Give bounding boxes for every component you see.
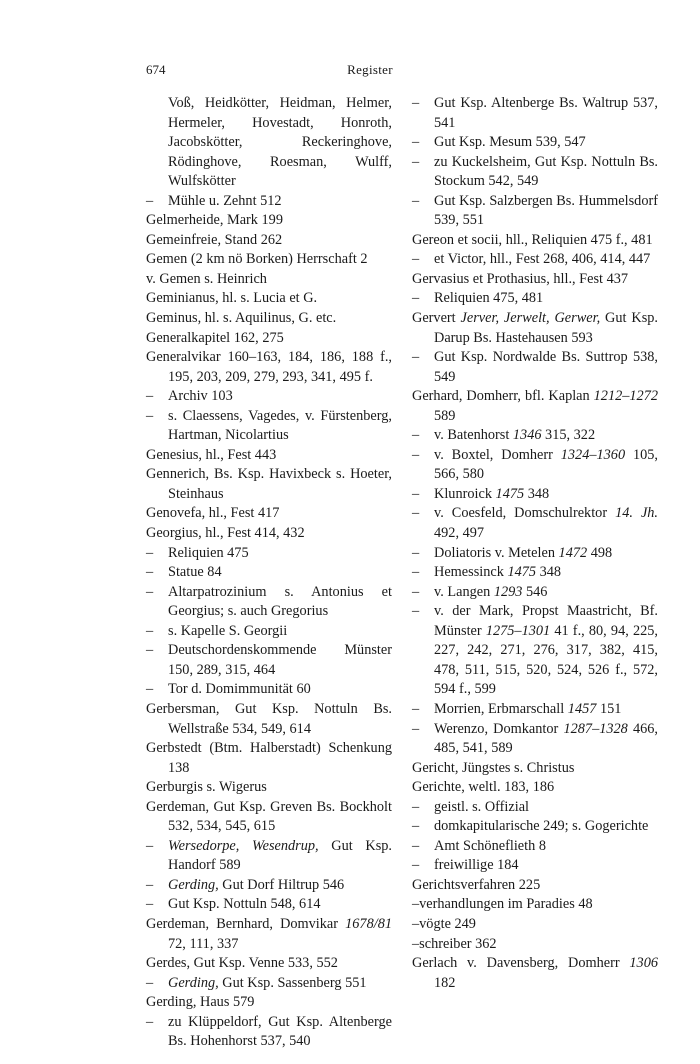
entry-text: Gerdeman, Bernhard, Domvikar 1678/81 72, 111, 337 [146, 915, 392, 952]
entry-text: s. Kapelle S. Georgii [168, 622, 288, 639]
entry-dash: – [146, 192, 154, 209]
index-entry [146, 270, 392, 290]
index-entry [146, 192, 392, 212]
entry-text: Reliquien 475, 481 [434, 290, 544, 307]
entry-dash: – [412, 798, 420, 815]
index-entry [412, 94, 658, 133]
index-entry [146, 641, 392, 680]
entry-text: Statue 84 [168, 564, 222, 581]
page-number: 674 [146, 62, 166, 77]
index-entry [146, 993, 392, 1013]
entry-text: v. Coesfeld, Domschulrektor 14. Jh. 492, 497 [434, 505, 659, 542]
entry-text: Reliquien 475 [168, 544, 249, 561]
index-entry [412, 583, 658, 603]
index-entry [412, 935, 658, 955]
index-entry [412, 817, 658, 837]
entry-dash: – [412, 427, 420, 444]
entry-dash: – [412, 251, 420, 268]
entry-text: Gennerich, Bs. Ksp. Havixbeck s. Hoeter, Steinhaus [146, 466, 392, 502]
entry-text: Gerlach v. Davensberg, Domherr 1306 182 [412, 955, 658, 991]
entry-text: Gereon et socii, hll., Reliquien 475 f., 481 [412, 231, 653, 248]
entry-text: Wersedorpe, Wesendrup, Gut Ksp. Handorf 589 [168, 837, 392, 874]
index-entry [412, 153, 658, 192]
index-entry [412, 192, 658, 231]
index-entry [412, 250, 658, 270]
entry-text: Gerbersman, Gut Ksp. Nottuln Bs. Wellstraße 534, 549, 614 [146, 700, 392, 737]
entry-dash: – [412, 837, 420, 854]
index-entry [412, 759, 658, 779]
index-entry [412, 915, 658, 935]
entry-text: v. Gemen s. Heinrich [146, 270, 267, 287]
entry-dash: – [412, 857, 420, 874]
entry-dash: – [146, 642, 154, 659]
index-entry [146, 622, 392, 642]
index-entry [412, 504, 658, 543]
entry-text: Gut Ksp. Nottuln 548, 614 [168, 896, 321, 913]
entry-text: Generalvikar 160–163, 184, 186, 188 f., 195, 203, 209, 279, 293, 341, 495 f. [146, 349, 392, 385]
entry-dash: – [412, 134, 420, 151]
entry-text: vögte 249 [419, 915, 476, 932]
entry-text: v. Batenhorst 1346 315, 322 [434, 427, 596, 444]
entry-text: Doliatoris v. Metelen 1472 498 [434, 544, 613, 561]
entry-text: Amt Schöneflieth 8 [434, 837, 546, 854]
entry-dash: – [146, 407, 154, 424]
entry-text: Gervert Jerver, Jerwelt, Gerwer, Gut Ksp. Darup Bs. Hastehausen 593 [412, 310, 658, 346]
entry-dash: – [146, 622, 154, 639]
entry-text: schreiber 362 [419, 935, 497, 952]
entry-text: v. Langen 1293 546 [434, 583, 548, 600]
entry-dash: – [412, 896, 420, 913]
entry-dash: – [412, 720, 420, 737]
entry-text: Gemeinfreie, Stand 262 [146, 231, 283, 248]
index-entry [412, 544, 658, 564]
entry-text: Generalkapitel 162, 275 [146, 329, 284, 346]
index-entry [412, 387, 658, 426]
entry-text: Tor d. Domimmunität 60 [168, 681, 311, 698]
entry-text: geistl. s. Offizial [434, 798, 530, 815]
index-column-right [412, 94, 658, 993]
running-title: Register [347, 62, 393, 77]
index-entry [412, 231, 658, 251]
entry-dash: – [146, 837, 154, 854]
entry-dash: – [412, 700, 420, 717]
index-entry [412, 778, 658, 798]
entry-text: Gemen (2 km nö Borken) Herrschaft 2 [146, 251, 368, 268]
entry-text: Gelmerheide, Mark 199 [146, 212, 283, 229]
entry-dash: – [412, 544, 420, 561]
index-entry [412, 876, 658, 896]
index-entry [412, 700, 658, 720]
entry-text: Altarpatrozinium s. Antonius et Georgius; s. auch Gregorius [168, 583, 392, 620]
index-entry [146, 289, 392, 309]
entry-dash: – [146, 564, 154, 581]
entry-text: v. Boxtel, Domherr 1324–1360 105, 566, 580 [434, 446, 658, 483]
index-entry [412, 289, 658, 309]
entry-dash: – [412, 603, 420, 620]
entry-text: freiwillige 184 [434, 857, 519, 874]
index-entry [412, 895, 658, 915]
index-entry [412, 309, 658, 348]
entry-dash: – [412, 818, 420, 835]
entry-text: Gerhard, Domherr, bfl. Kaplan 1212–1272 589 [412, 388, 658, 424]
entry-dash: – [146, 876, 154, 893]
index-entry [146, 465, 392, 504]
index-entry [412, 837, 658, 857]
entry-text: Georgius, hl., Fest 414, 432 [146, 525, 305, 542]
index-entry [146, 876, 392, 896]
entry-text: Gut Ksp. Nordwalde Bs. Suttrop 538, 549 [434, 349, 658, 385]
entry-dash: – [412, 290, 420, 307]
index-entry [146, 309, 392, 329]
entry-text: Gerbstedt (Btm. Halberstadt) Schenkung 138 [146, 740, 392, 776]
entry-dash: – [412, 192, 420, 209]
entry-text: Archiv 103 [168, 388, 233, 405]
entry-dash: – [412, 505, 420, 522]
entry-text: Genovefa, hl., Fest 417 [146, 505, 280, 522]
entry-dash: – [146, 681, 154, 698]
entry-text: Gerdeman, Gut Ksp. Greven Bs. Bockholt 532, 534, 545, 615 [146, 798, 392, 835]
entry-text: Genesius, hl., Fest 443 [146, 446, 277, 463]
entry-dash: – [412, 935, 420, 952]
entry-text: v. der Mark, Propst Maastricht, Bf. Münster 1275–1301 41 f., 80, 94, 225, 227, 242, 271, 276, 317, 382, 415, 478, 511, 515, 520, 524, 526 f., 572, 594 f., 599 [434, 603, 658, 698]
index-entry [412, 720, 658, 759]
index-entry [146, 837, 392, 876]
entry-dash: – [146, 388, 154, 405]
index-entry [146, 211, 392, 231]
entry-text: Klunroick 1475 348 [434, 485, 550, 502]
index-entry [412, 348, 658, 387]
index-entry [146, 504, 392, 524]
index-entry [146, 1013, 392, 1052]
index-entry [412, 798, 658, 818]
entry-text: Gerding, Gut Ksp. Sassenberg 551 [168, 974, 367, 991]
entry-text: Gerburgis s. Wigerus [146, 779, 267, 796]
index-entry [146, 954, 392, 974]
entry-dash: – [412, 583, 420, 600]
page-header [146, 62, 594, 84]
entry-text: Gut Ksp. Salzbergen Bs. Hummelsdorf 539, 551 [434, 192, 658, 229]
index-entry [146, 583, 392, 622]
entry-text: Gerdes, Gut Ksp. Venne 533, 552 [146, 955, 338, 972]
entry-text: Gerichte, weltl. 183, 186 [412, 779, 555, 796]
index-entry [146, 387, 392, 407]
entry-text: Deutschordenskommende Münster 150, 289, 315, 464 [168, 642, 392, 678]
entry-dash: – [412, 349, 420, 366]
index-entry [146, 348, 392, 387]
index-entry [412, 602, 658, 700]
index-column-left [146, 94, 392, 1052]
index-entry [146, 329, 392, 349]
index-entry [412, 426, 658, 446]
entry-text: Gerding, Haus 579 [146, 994, 255, 1011]
index-entry [146, 446, 392, 466]
index-entry [146, 915, 392, 954]
entry-dash: – [412, 446, 420, 463]
index-entry [146, 680, 392, 700]
entry-dash: – [146, 544, 154, 561]
index-entry [412, 563, 658, 583]
entry-text: Geminus, hl. s. Aquilinus, G. etc. [146, 310, 337, 327]
index-entry [412, 954, 658, 993]
entry-text: Gut Ksp. Mesum 539, 547 [434, 134, 586, 151]
index-entry [146, 778, 392, 798]
index-entry [146, 895, 392, 915]
index-entry [146, 974, 392, 994]
entry-text: zu Klüppeldorf, Gut Ksp. Altenberge Bs. Hohenhorst 537, 540 [168, 1013, 392, 1050]
entry-text: Werenzo, Domkantor 1287–1328 466, 485, 541, 589 [434, 720, 658, 757]
entry-text: Gerding, Gut Dorf Hiltrup 546 [168, 876, 345, 893]
entry-dash: – [146, 1013, 154, 1030]
entry-dash: – [412, 485, 420, 502]
entry-dash: – [146, 583, 154, 600]
entry-text: Voß, Heidkötter, Heidman, Helmer, Hermeler, Hovestadt, Honroth, Jacobskötter, Reckeringhove, Rödinghove, Roesman, Wulff, Wulfskötter [168, 95, 392, 190]
index-entry [412, 446, 658, 485]
index-entry [412, 133, 658, 153]
index-entry [146, 739, 392, 778]
index-entry [412, 856, 658, 876]
index-entry [146, 544, 392, 564]
entry-text: et Victor, hll., Fest 268, 406, 414, 447 [434, 251, 651, 268]
entry-dash: – [146, 896, 154, 913]
entry-text: Gut Ksp. Altenberge Bs. Waltrup 537, 541 [434, 95, 658, 131]
entry-dash: – [412, 915, 420, 932]
entry-text: zu Kuckelsheim, Gut Ksp. Nottuln Bs. Stockum 542, 549 [434, 153, 658, 190]
entry-text: Hemessinck 1475 348 [434, 564, 562, 581]
entry-text: verhandlungen im Paradies 48 [419, 896, 593, 913]
index-entry [146, 231, 392, 251]
entry-text: Gericht, Jüngstes s. Christus [412, 759, 575, 776]
index-entry [146, 798, 392, 837]
entry-text: Gervasius et Prothasius, hll., Fest 437 [412, 270, 629, 287]
entry-dash: – [146, 974, 154, 991]
entry-text: domkapitularische 249; s. Gogerichte [434, 818, 649, 835]
index-entry [146, 250, 392, 270]
entry-text: Gerichtsverfahren 225 [412, 876, 541, 893]
index-entry [412, 485, 658, 505]
index-entry [412, 270, 658, 290]
index-entry [146, 524, 392, 544]
entry-dash: – [412, 564, 420, 581]
entry-text: Geminianus, hl. s. Lucia et G. [146, 290, 318, 307]
index-entry [146, 563, 392, 583]
entry-text: s. Claessens, Vagedes, v. Fürstenberg, Hartman, Nicolartius [168, 407, 392, 444]
entry-text: Mühle u. Zehnt 512 [168, 192, 282, 209]
entry-dash: – [412, 95, 420, 111]
entry-dash: – [412, 153, 420, 170]
index-entry [146, 700, 392, 739]
index-entry [146, 407, 392, 446]
entry-text: Morrien, Erbmarschall 1457 151 [434, 700, 622, 717]
index-entry [146, 94, 392, 192]
